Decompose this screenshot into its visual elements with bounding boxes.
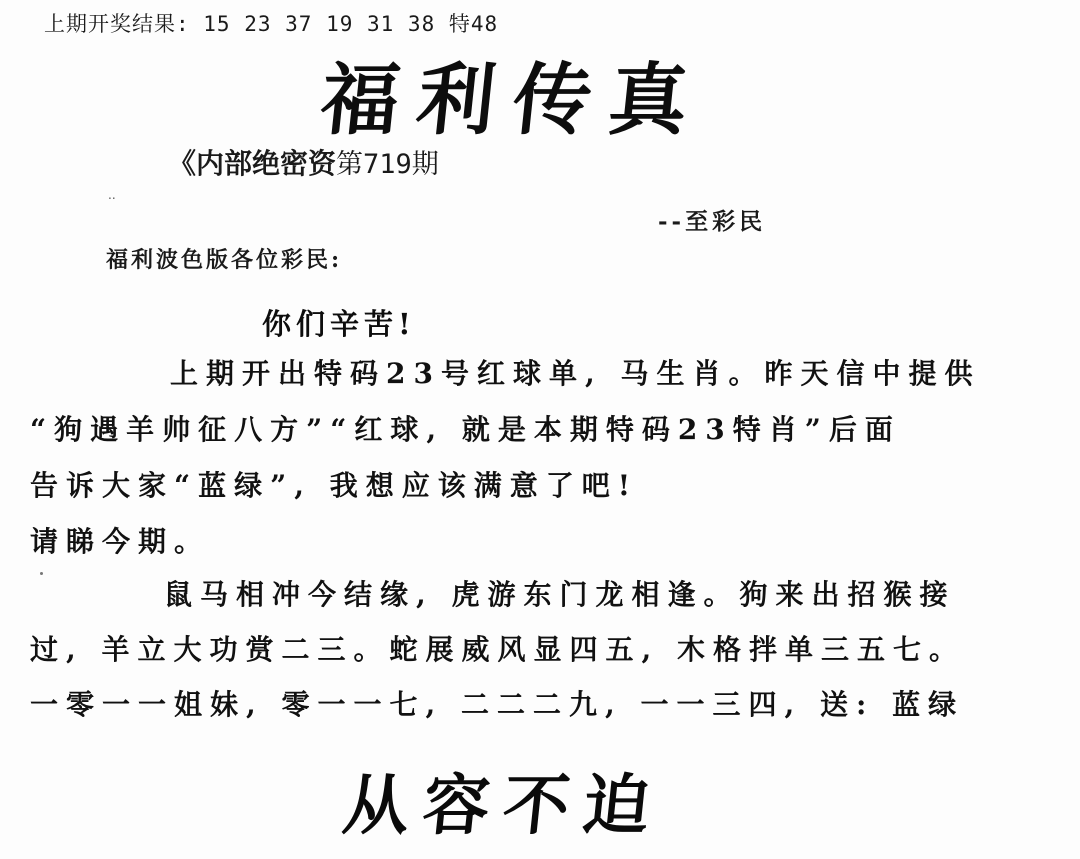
page-title: 福利传真 [316, 55, 711, 146]
issue-number: 第719期 [336, 149, 439, 180]
signature: --至彩民 [658, 208, 767, 235]
body-line-3: 告诉大家“蓝绿”, 我想应该满意了吧! [30, 469, 638, 502]
body-line-5: 鼠马相冲今结缘, 虎游东门龙相逢。狗来出招猴接 [164, 578, 956, 611]
issue-prefix: 《内部绝密资 [168, 147, 337, 180]
body-line-2: “狗遇羊帅征八方”“红球, 就是本期特码23特肖”后面 [30, 413, 901, 446]
body-line-1: 上期开出特码23号红球单, 马生肖。昨天信中提供 [170, 357, 981, 390]
body-line-6: 过, 羊立大功赏二三。蛇展威风显四五, 木格拌单三五七。 [30, 633, 965, 666]
dots-mark: .. [108, 188, 116, 202]
salutation: 福利波色版各位彩民: [106, 247, 343, 273]
issue-line [168, 142, 439, 182]
body-line-4: 请睇今期。 [30, 525, 211, 558]
greeting: 你们辛苦! [262, 307, 416, 341]
scan-speck [40, 572, 43, 575]
body-line-7: 一零一一姐妹, 零一一七, 二二二九, 一一三四, 送: 蓝绿 [30, 688, 965, 721]
last-draw-result: 上期开奖结果: 15 23 37 19 31 38 特48 [44, 12, 499, 36]
closing-phrase: 从容不迫 [339, 766, 668, 844]
